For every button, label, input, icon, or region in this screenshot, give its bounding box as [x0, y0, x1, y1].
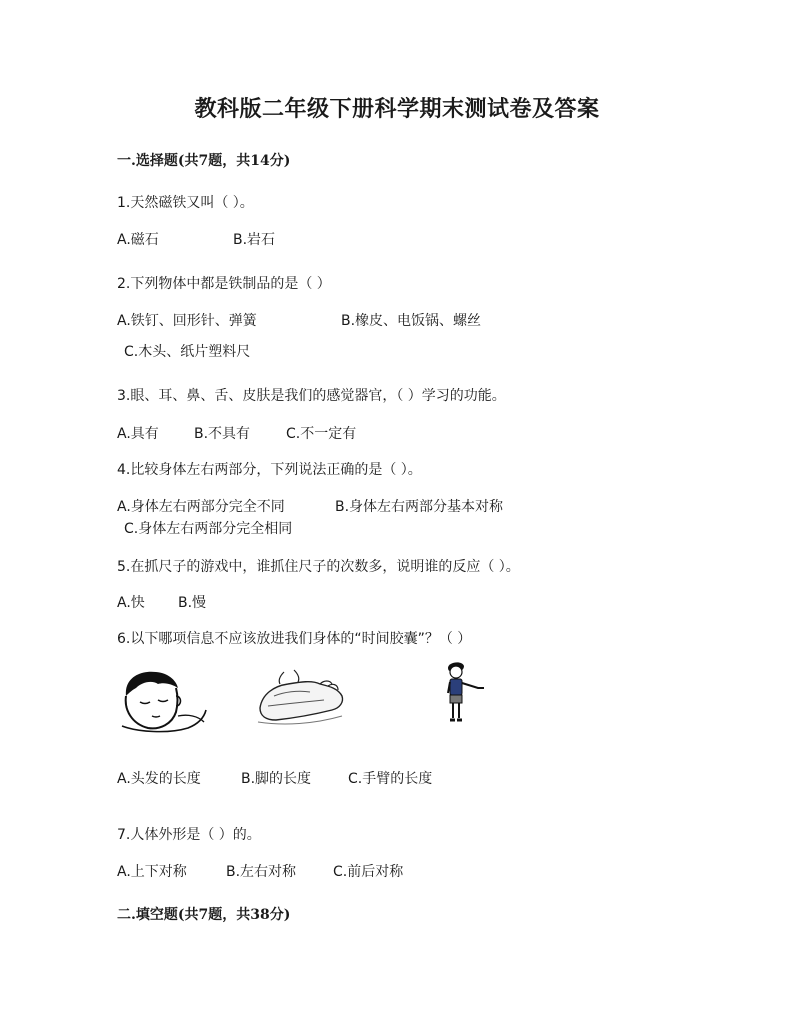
question-1: 1.天然磁铁又叫（ ）。: [117, 195, 254, 211]
q7-option-c: C.前后对称: [333, 864, 404, 880]
q7-option-a: A.上下对称: [117, 864, 187, 880]
q4-option-b: B.身体左右两部分基本对称: [335, 499, 504, 515]
q3-option-c: C.不一定有: [286, 426, 357, 442]
q7-option-b: B.左右对称: [226, 864, 297, 880]
page-title: 教科版二年级下册科学期末测试卷及答案: [194, 96, 600, 122]
section-heading-choice: 一.选择题(共7题，共14分): [117, 153, 291, 169]
q6-option-c: C.手臂的长度: [348, 771, 433, 787]
q2-option-c: C.木头、纸片塑料尺: [124, 344, 251, 360]
question-2: 2.下列物体中都是铁制品的是（ ）: [117, 276, 331, 292]
q3-option-b: B.不具有: [194, 426, 251, 442]
q2-option-a: A.铁钉、回形针、弹簧: [117, 313, 257, 329]
question-6: 6.以下哪项信息不应该放进我们身体的“时间胶囊”？（ ）: [117, 631, 472, 647]
q5-option-a: A.快: [117, 595, 145, 611]
q6-option-a: A.头发的长度: [117, 771, 201, 787]
question-4: 4.比较身体左右两部分，下列说法正确的是（ ）。: [117, 462, 422, 478]
q6-option-b: B.脚的长度: [241, 771, 312, 787]
q4-option-a: A.身体左右两部分完全不同: [117, 499, 285, 515]
q1-option-b: B.岩石: [233, 232, 276, 248]
q2-option-b: B.橡皮、电饭锅、螺丝: [341, 313, 482, 329]
q1-option-a: A.磁石: [117, 232, 159, 248]
question-7: 7.人体外形是（ ）的。: [117, 827, 261, 843]
sleeping-child-image: [118, 666, 208, 734]
child-pointing-image: [440, 660, 488, 726]
foot-image: [254, 666, 346, 728]
question-3: 3.眼、耳、鼻、舌、皮肤是我们的感觉器官，（ ）学习的功能。: [117, 388, 506, 404]
q3-option-a: A.具有: [117, 426, 159, 442]
section-heading-fill: 二.填空题(共7题，共38分): [117, 907, 291, 923]
q5-option-b: B.慢: [178, 595, 207, 611]
q4-option-c: C.身体左右两部分完全相同: [124, 521, 293, 537]
question-5: 5.在抓尺子的游戏中，谁抓住尺子的次数多，说明谁的反应（ ）。: [117, 559, 520, 575]
